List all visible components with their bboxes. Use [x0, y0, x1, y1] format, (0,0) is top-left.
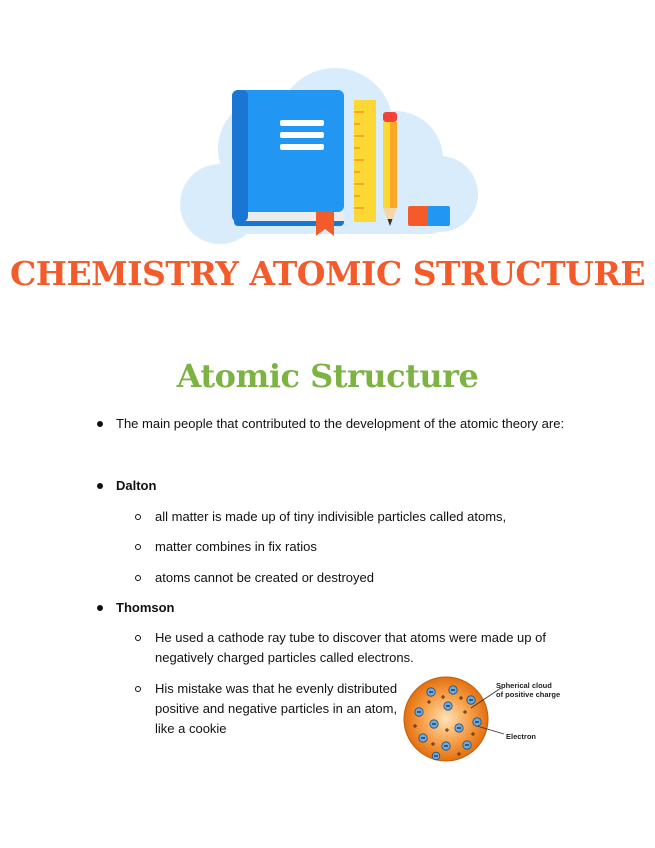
section-title: Atomic Structure [176, 357, 479, 395]
bullet-dot [97, 605, 103, 611]
bullet-dot [97, 483, 103, 489]
cloud-label: Spherical cloud [496, 681, 552, 690]
bullet-circle [135, 544, 141, 550]
thomson-heading: Thomson [116, 600, 175, 615]
electron-label: Electron [506, 732, 537, 741]
dalton-heading: Dalton [116, 478, 157, 493]
pencil-icon [383, 112, 397, 226]
intro-text: The main people that contributed to the development of the atomic theory are: [116, 416, 565, 431]
book-icon [232, 90, 344, 236]
eraser-icon [408, 206, 450, 226]
dalton-point: matter combines in fix ratios [155, 539, 317, 554]
bullet-circle [135, 686, 141, 692]
plum-pudding-diagram [401, 672, 571, 766]
bullet-circle [135, 635, 141, 641]
thomson-point: He used a cathode ray tube to discover that atoms were made up of negatively charged particles called electrons. [155, 630, 546, 665]
dalton-point: all matter is made up of tiny indivisible particles called atoms, [155, 509, 507, 524]
ruler-icon [354, 100, 376, 222]
bullet-dot [97, 421, 103, 427]
page-title: CHEMISTRY ATOMIC STRUCTURE [10, 254, 645, 293]
thomson-point: His mistake was that he evenly distributed positive and negative particles in an atom, like a cookie [155, 681, 398, 736]
cloud-label: of positive charge [496, 690, 561, 699]
bullet-circle [135, 575, 141, 581]
book-illustration [170, 64, 485, 244]
bullet-circle [135, 514, 141, 520]
dalton-point: atoms cannot be created or destroyed [155, 570, 374, 585]
